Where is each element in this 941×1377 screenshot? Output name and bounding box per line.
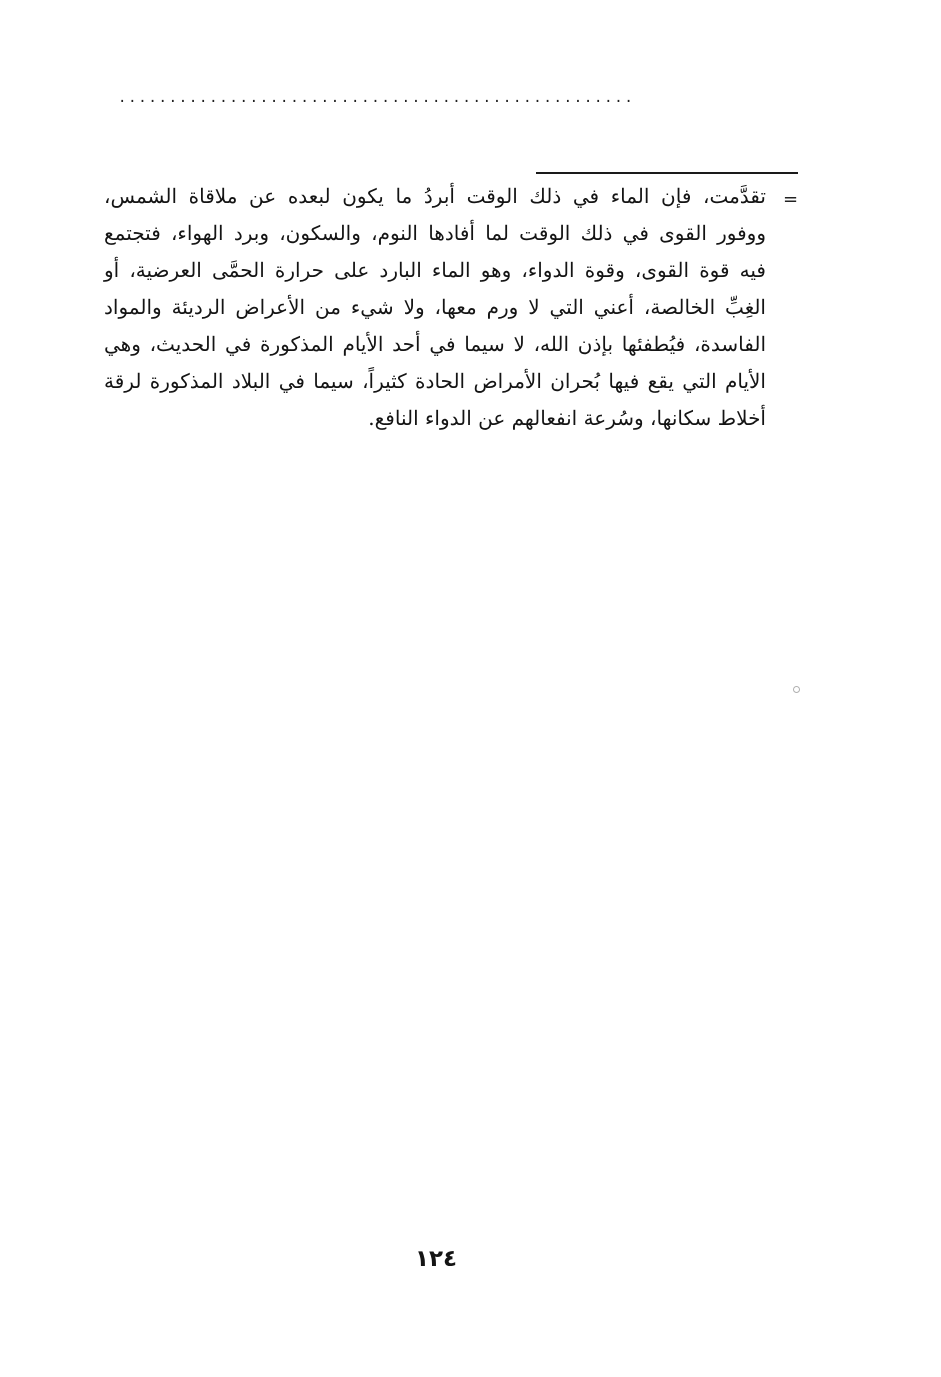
footnote-line: فيه قوة القوى، وقوة الدواء، وهو الماء البارد على حرارة الحمَّى العرضية، أو (104, 258, 766, 282)
footnote-rule (536, 172, 798, 174)
footnote-continuation-mark: = (783, 189, 799, 210)
scan-speck (793, 686, 800, 693)
dotted-separator: ................................................... (118, 90, 635, 106)
footnote-line: تقدَّمت، فإن الماء في ذلك الوقت أبردُ ما يكون لبعده عن ملاقاة الشمس، (104, 184, 766, 208)
footnote-line: الأيام التي يقع فيها بُحران الأمراض الحادة كثيراً، سيما في البلاد المذكورة لرقة (104, 369, 766, 393)
page-number: ١٢٤ (414, 1246, 458, 1272)
footnote-text (104, 178, 766, 437)
footnote-line: أخلاط سكانها، وسُرعة انفعالهم عن الدواء النافع. (368, 406, 766, 430)
footnote-line: الفاسدة، فيُطفئها بإذن الله، لا سيما في أحد الأيام المذكورة في الحديث، وهي (104, 332, 766, 356)
footnote-line: الغِبِّ الخالصة، أعني التي لا ورم معها، ولا شيء من الأعراض الرديئة والمواد (104, 295, 766, 319)
footnote-line: ووفور القوى في ذلك الوقت لما أفادها النوم، والسكون، وبرد الهواء، فتجتمع (104, 221, 766, 245)
